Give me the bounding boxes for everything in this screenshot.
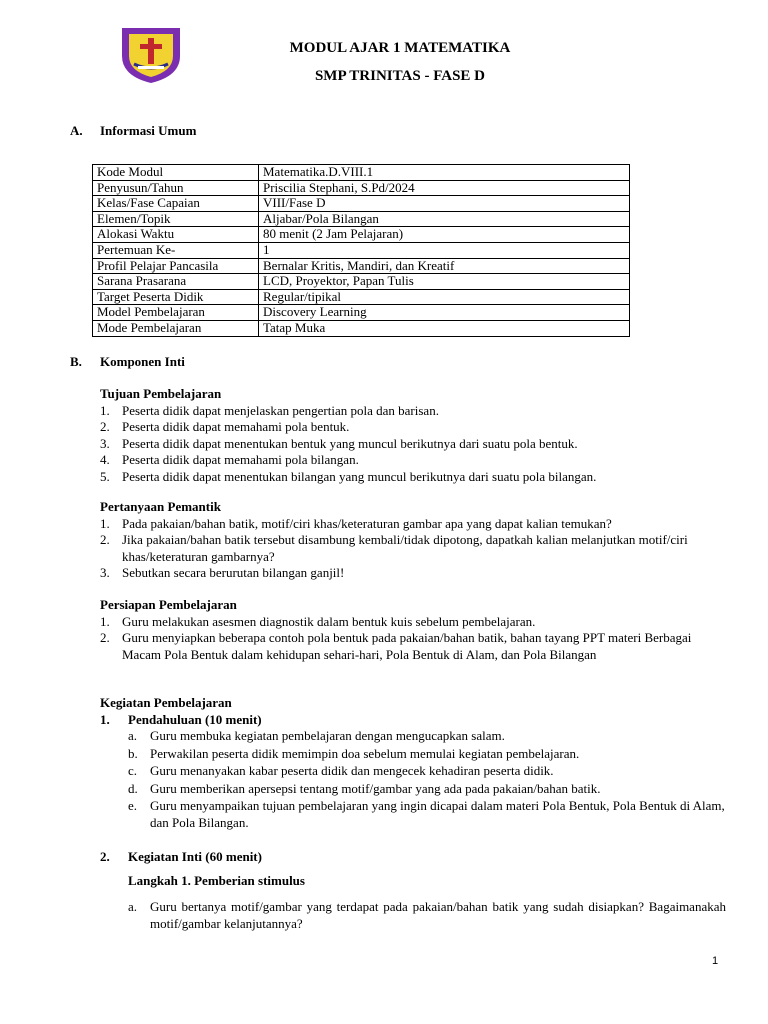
info-row bbox=[93, 289, 630, 305]
list-marker: 5. bbox=[100, 468, 110, 484]
list-text: Perwakilan peserta didik memimpin doa sebelum memulai kegiatan pembelajaran. bbox=[150, 745, 580, 761]
list-item bbox=[128, 728, 726, 745]
pendahuluan-heading: 1. Pendahuluan (10 menit) bbox=[100, 711, 262, 727]
info-value: 80 menit (2 Jam Pelajaran) bbox=[259, 227, 630, 243]
info-row bbox=[93, 274, 630, 290]
info-value: Matematika.D.VIII.1 bbox=[259, 165, 630, 181]
section-a-heading: A. Informasi Umum bbox=[70, 123, 197, 138]
info-table bbox=[92, 164, 630, 337]
section-b-heading: B. Komponen Inti bbox=[70, 354, 185, 369]
list-text: Guru melakukan asesmen diagnostik dalam bentuk kuis sebelum pembelajaran. bbox=[122, 613, 536, 629]
info-row bbox=[93, 305, 630, 321]
list-text: Guru menyiapkan beberapa contoh pola bentuk pada pakaian/bahan batik, bahan tayang PPT materi Berbagai Macam Pola Bentuk dalam kehidupan sehari-hari, Pola Bentuk di Alam, dan Pola Bilangan bbox=[122, 630, 692, 662]
list-marker: c. bbox=[128, 763, 138, 778]
list-marker: d. bbox=[128, 780, 138, 796]
info-value: Regular/tipikal bbox=[259, 289, 630, 305]
list-text: Peserta didik dapat menentukan bentuk yang muncul berikutnya dari suatu pola bentuk. bbox=[122, 435, 578, 451]
list-item bbox=[100, 516, 726, 533]
persiapan-heading: Persiapan Pembelajaran bbox=[100, 597, 237, 612]
document-title: MODUL AJAR 1 MATEMATIKA bbox=[289, 40, 511, 56]
page-number: 1 bbox=[712, 955, 719, 967]
info-key: Kode Modul bbox=[93, 165, 259, 181]
kegiatan-block bbox=[100, 695, 726, 832]
kegiatan-heading: Kegiatan Pembelajaran bbox=[100, 695, 232, 710]
info-key: Profil Pelajar Pancasila bbox=[93, 258, 259, 274]
pemantik-heading: Pertanyaan Pemantik bbox=[100, 499, 221, 514]
list-marker: a. bbox=[128, 728, 138, 743]
info-key: Alokasi Waktu bbox=[93, 227, 259, 243]
info-value: 1 bbox=[259, 242, 630, 258]
inti-heading: 2. Kegiatan Inti (60 menit) bbox=[100, 849, 262, 864]
list-marker: 3. bbox=[100, 435, 110, 451]
list-marker: 1. bbox=[100, 515, 110, 531]
info-row bbox=[93, 165, 630, 181]
info-row bbox=[93, 180, 630, 196]
info-value: Bernalar Kritis, Mandiri, dan Kreatif bbox=[259, 258, 630, 274]
list-item bbox=[128, 781, 726, 798]
tujuan-list bbox=[100, 403, 726, 486]
list-item bbox=[100, 565, 726, 582]
info-row bbox=[93, 211, 630, 227]
list-item bbox=[100, 436, 726, 453]
info-row bbox=[93, 227, 630, 243]
tujuan-block bbox=[100, 386, 726, 485]
list-marker: 2. bbox=[100, 630, 110, 645]
info-value: LCD, Proyektor, Papan Tulis bbox=[259, 274, 630, 290]
list-item bbox=[100, 630, 726, 663]
info-key: Model Pembelajaran bbox=[93, 305, 259, 321]
list-text: Guru menanyakan kabar peserta didik dan mengecek kehadiran peserta didik. bbox=[150, 763, 554, 778]
info-key: Penyusun/Tahun bbox=[93, 180, 259, 196]
list-marker: 2. bbox=[100, 532, 110, 547]
list-text: Peserta didik dapat memahami pola bilangan. bbox=[122, 452, 359, 467]
pemantik-list bbox=[100, 516, 726, 582]
list-item bbox=[100, 469, 726, 486]
list-marker: 4. bbox=[100, 452, 110, 467]
list-item bbox=[100, 403, 726, 420]
info-row bbox=[93, 320, 630, 336]
list-item bbox=[128, 746, 726, 763]
info-key: Mode Pembelajaran bbox=[93, 320, 259, 336]
info-key: Kelas/Fase Capaian bbox=[93, 196, 259, 212]
list-item bbox=[128, 798, 726, 831]
info-value: Aljabar/Pola Bilangan bbox=[259, 211, 630, 227]
list-marker: e. bbox=[128, 798, 138, 813]
list-text: Guru membuka kegiatan pembelajaran dengan mengucapkan salam. bbox=[150, 728, 505, 743]
info-value: Tatap Muka bbox=[259, 320, 630, 336]
list-text: Peserta didik dapat menjelaskan pengertian pola dan barisan. bbox=[122, 402, 439, 418]
list-text: Jika pakaian/bahan batik tersebut disambung kembali/tidak dipotong, dapatkah kalian melanjutkan motif/ciri khas/keteraturan gambarnya? bbox=[122, 532, 688, 564]
persiapan-block bbox=[100, 597, 726, 663]
list-item bbox=[100, 452, 726, 469]
info-key: Pertemuan Ke- bbox=[93, 242, 259, 258]
list-text: Guru memberikan apersepsi tentang motif/gambar yang ada pada pakaian/bahan batik. bbox=[150, 780, 601, 796]
list-marker: 3. bbox=[100, 565, 110, 580]
info-value: Discovery Learning bbox=[259, 305, 630, 321]
list-marker: 2. bbox=[100, 419, 110, 434]
list-text: Peserta didik dapat menentukan bilangan yang muncul berikutnya dari suatu pola bilangan. bbox=[122, 468, 597, 484]
list-marker: 1. bbox=[100, 402, 110, 418]
list-item bbox=[128, 899, 726, 932]
info-row bbox=[93, 196, 630, 212]
list-text: Sebutkan secara berurutan bilangan ganjil! bbox=[122, 565, 345, 580]
info-key: Sarana Prasarana bbox=[93, 274, 259, 290]
list-marker: 1. bbox=[100, 613, 110, 629]
inti-list bbox=[100, 899, 726, 932]
info-value: Priscilia Stephani, S.Pd/2024 bbox=[259, 180, 630, 196]
document-subtitle: SMP TRINITAS - FASE D bbox=[314, 68, 486, 84]
list-item bbox=[100, 614, 726, 631]
pendahuluan-list bbox=[100, 728, 726, 831]
list-text: Guru bertanya motif/gambar yang terdapat pada pakaian/bahan batik yang sudah disiapkan? Bagaimanakah motif/gambar kelanjutannya? bbox=[150, 899, 726, 931]
list-marker: a. bbox=[128, 899, 138, 914]
langkah-heading: Langkah 1. Pemberian stimulus bbox=[128, 872, 305, 888]
info-row bbox=[93, 258, 630, 274]
info-row bbox=[93, 242, 630, 258]
list-item bbox=[128, 763, 726, 780]
info-key: Elemen/Topik bbox=[93, 211, 259, 227]
info-key: Target Peserta Didik bbox=[93, 289, 259, 305]
tujuan-heading: Tujuan Pembelajaran bbox=[100, 386, 222, 401]
list-text: Guru menyampaikan tujuan pembelajaran yang ingin dicapai dalam materi Pola Bentuk, Pola Bentuk di Alam, dan Pola Bilangan. bbox=[150, 798, 725, 830]
list-marker: b. bbox=[128, 745, 138, 761]
inti-block bbox=[100, 849, 726, 933]
list-text: Peserta didik dapat memahami pola bentuk. bbox=[122, 419, 350, 434]
school-crest-logo bbox=[120, 26, 182, 84]
info-value: VIII/Fase D bbox=[259, 196, 630, 212]
list-item bbox=[100, 532, 726, 565]
list-text: Pada pakaian/bahan batik, motif/ciri khas/keteraturan gambar apa yang dapat kalian temukan? bbox=[122, 515, 612, 531]
list-item bbox=[100, 419, 726, 436]
pemantik-block bbox=[100, 499, 726, 582]
persiapan-list bbox=[100, 614, 726, 664]
